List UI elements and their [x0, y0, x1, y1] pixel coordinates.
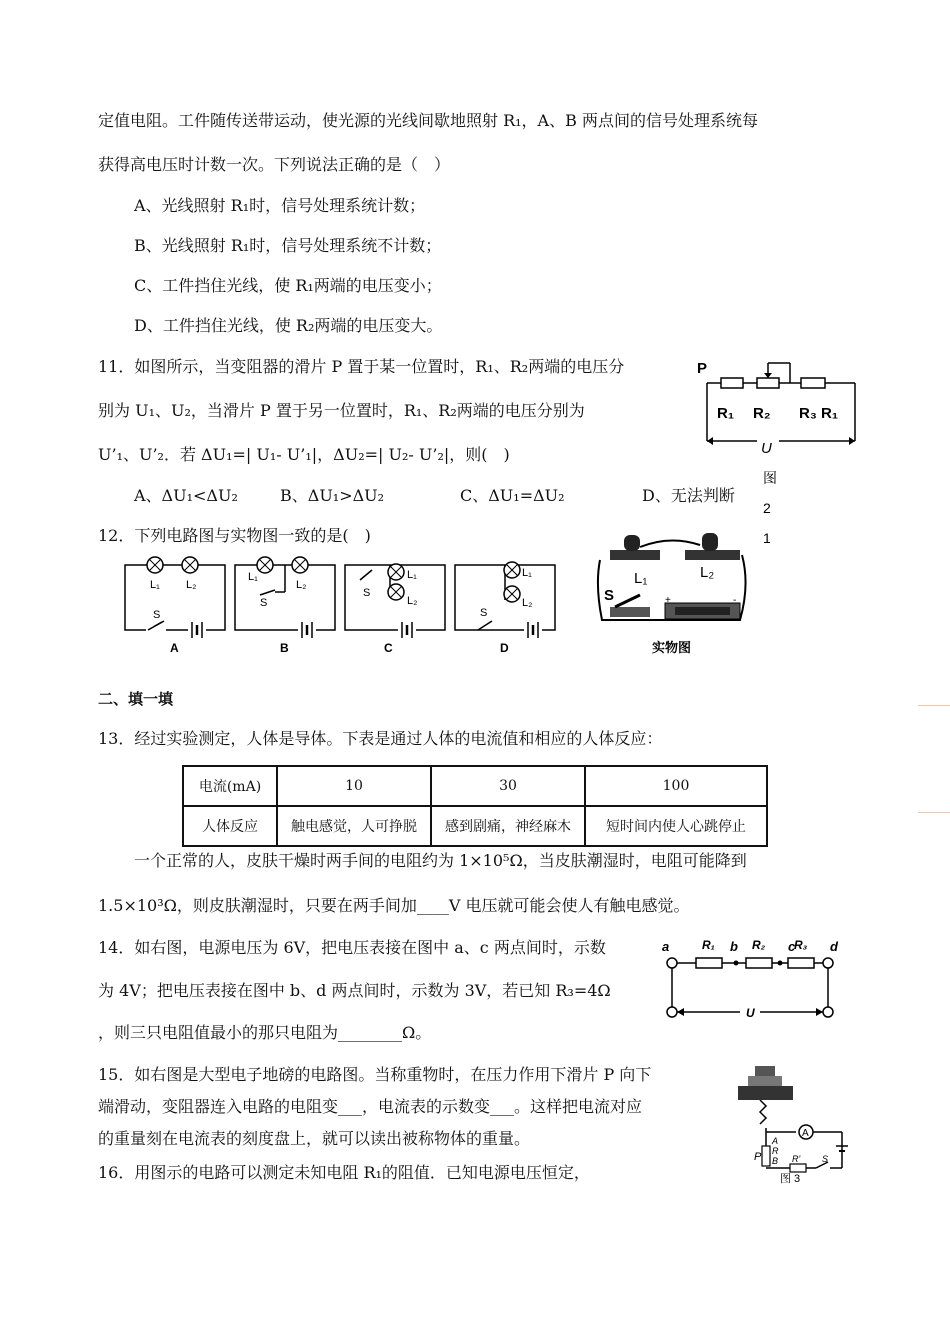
q15-line-2: 端滑动，变阻器连入电路的电阻变___，电流表的示数变___。这样把电流对应: [98, 1097, 643, 1116]
circuit-c: [345, 564, 445, 655]
table-cell: 10: [277, 766, 431, 806]
q13-body-1: 一个正常的人，皮肤干燥时两手间的电阻约为 1×10⁵Ω，当皮肤潮湿时，电阻可能降到: [134, 851, 747, 870]
fig15-ammeter: A: [802, 1128, 809, 1139]
table-cell: 触电感觉，人可挣脱: [277, 806, 431, 846]
real-caption: 实物图: [652, 640, 692, 655]
fig14-u: U: [746, 1006, 755, 1020]
figure-14-circuit: [660, 935, 845, 1025]
fig15-a: A: [772, 1136, 779, 1146]
q11-option-a: A、ΔU₁<ΔU₂: [134, 486, 238, 505]
fig14-c: c: [788, 939, 796, 954]
circuit-d: [455, 562, 555, 655]
fig14-r1: R₁: [702, 938, 715, 952]
real-l1: L₁: [634, 570, 648, 587]
fig15-r: R: [772, 1146, 779, 1156]
fig14-b: b: [730, 939, 738, 954]
q16-line: 16．用图示的电路可以测定未知电阻 R₁的阻值．已知电源电压恒定，: [98, 1163, 590, 1182]
page-margin-mark: [918, 812, 950, 813]
current-response-table: [182, 765, 768, 847]
table-cell: 30: [431, 766, 585, 806]
fig11-r1-label: R₁: [717, 405, 735, 422]
fig11-r1b-label: R₁: [821, 405, 839, 422]
q10-option-a: A、光线照射 R₁时，信号处理系统计数；: [134, 196, 426, 215]
circuit-b-label: B: [280, 641, 289, 655]
q10-option-c: C、工件挡住光线，使 R₁两端的电压变小；: [134, 276, 442, 295]
real-battery-minus: -: [733, 595, 737, 606]
fig14-d: d: [830, 939, 838, 954]
fig11-r2-label: R₂: [753, 405, 771, 422]
circuit-a: [125, 557, 225, 655]
fig15-b: B: [772, 1156, 779, 1166]
circuit-c-label: C: [384, 641, 393, 655]
real-l2: L₂: [700, 564, 715, 581]
fig11-p-label: P: [697, 360, 708, 377]
table-cell: 人体反应: [183, 806, 277, 846]
q14-line-2: 为 4V；把电压表接在图中 b、d 两点间时，示数为 3V，若已知 R₃=4Ω: [98, 981, 611, 1000]
fig11-caption-1: 图: [763, 470, 777, 486]
table-row: [183, 806, 767, 846]
circuit-a-s: S: [153, 609, 161, 621]
circuit-c-l1: L₁: [407, 569, 417, 581]
circuit-d-s: S: [480, 607, 488, 619]
page-margin-mark: [918, 705, 950, 706]
circuit-d-label: D: [500, 641, 509, 655]
circuit-a-l2: L₂: [186, 579, 197, 591]
table-cell: 感到剧痛，神经麻木: [431, 806, 585, 846]
fig11-u-label: U: [761, 440, 772, 457]
real-battery-plus: +: [665, 595, 671, 606]
circuit-b-l1: L₁: [248, 571, 258, 583]
q11-line-3: U’₁、U’₂．若 ΔU₁=| U₁- U’₁|，ΔU₂=| U₂- U’₂|，则( ): [98, 445, 510, 464]
table-cell: 短时间内使人心跳停止: [585, 806, 767, 846]
circuit-b-l2: L₂: [296, 579, 307, 591]
q14-line-1: 14．如右图，电源电压为 6V，把电压表接在图中 a、c 两点间时，示数: [98, 938, 606, 957]
table-cell: 电流(mA): [183, 766, 277, 806]
q15-line-1: 15．如右图是大型电子地磅的电路图。当称重物时，在压力作用下滑片 P 向下: [98, 1065, 652, 1084]
fig14-r2: R₂: [752, 938, 766, 952]
fig11-resistor-r3: [801, 378, 825, 388]
circuit-c-s: S: [363, 587, 371, 599]
q15-line-3: 的重量刻在电流表的刻度盘上，就可以读出被称物体的重量。: [98, 1129, 531, 1148]
fig11-resistor-r1: [721, 378, 743, 388]
table-row: [183, 766, 767, 806]
fig11-caption-2: 2: [763, 500, 771, 516]
q12-line: 12．下列电路图与实物图一致的是( ): [98, 526, 371, 545]
circuit-b: [235, 557, 335, 655]
q11-option-c: C、ΔU₁=ΔU₂: [460, 486, 565, 505]
q13-line: 13．经过实验测定，人体是导体。下表是通过人体的电流值和相应的人体反应：: [98, 729, 663, 748]
section-2-title: 二、填一填: [98, 690, 174, 708]
fig11-resistor-r2: [757, 378, 779, 388]
q11-option-b: B、ΔU₁>ΔU₂: [280, 486, 385, 505]
q11-line-1: 11．如图所示，当变阻器的滑片 P 置于某一位置时，R₁、R₂两端的电压分: [98, 357, 625, 376]
fig11-caption-3: 1: [763, 530, 771, 546]
circuit-c-l2: L₂: [407, 595, 418, 607]
fig14-r3: R₃: [794, 938, 808, 952]
figure-3-scale-circuit: [730, 1062, 860, 1187]
figure-12-circuits: [120, 550, 570, 660]
fig14-a: a: [662, 939, 670, 954]
q14-line-3: ，则三只电阻值最小的那只电阻为________Ω。: [98, 1023, 432, 1042]
circuit-b-s: S: [260, 597, 268, 609]
q10-option-b: B、光线照射 R₁时，信号处理系统不计数；: [134, 236, 442, 255]
circuit-d-l2: L₂: [522, 597, 533, 609]
table-cell: 100: [585, 766, 767, 806]
q13-body-2: 1.5×10³Ω，则皮肤潮湿时，只要在两手间加____V 电压就可能会使人有触电感觉。: [98, 896, 690, 915]
q11-option-d: D、无法判断: [642, 486, 735, 505]
circuit-a-label: A: [170, 641, 179, 655]
fig15-rprime: R': [792, 1154, 801, 1164]
fig11-r3-label: R₃: [799, 405, 817, 422]
fig15-s: S: [822, 1154, 829, 1164]
fig15-p: P: [754, 1151, 762, 1163]
real-s: S: [604, 587, 615, 604]
fig15-caption: 图 3: [780, 1173, 801, 1185]
text-line-1: 定值电阻。工件随传送带运动，使光源的光线间歇地照射 R₁，A、B 两点间的信号处理系统每: [98, 111, 758, 130]
q11-line-2: 别为 U₁、U₂，当滑片 P 置于另一位置时，R₁、R₂两端的电压分别为: [98, 401, 585, 420]
text-line-2: 获得高电压时计数一次。下列说法正确的是（ ）: [98, 155, 451, 174]
circuit-a-l1: L₁: [150, 579, 160, 591]
circuit-d-l1: L₁: [522, 567, 532, 579]
figure-12-real-object: [590, 525, 755, 660]
q10-option-d: D、工件挡住光线，使 R₂两端的电压变大。: [134, 316, 443, 335]
